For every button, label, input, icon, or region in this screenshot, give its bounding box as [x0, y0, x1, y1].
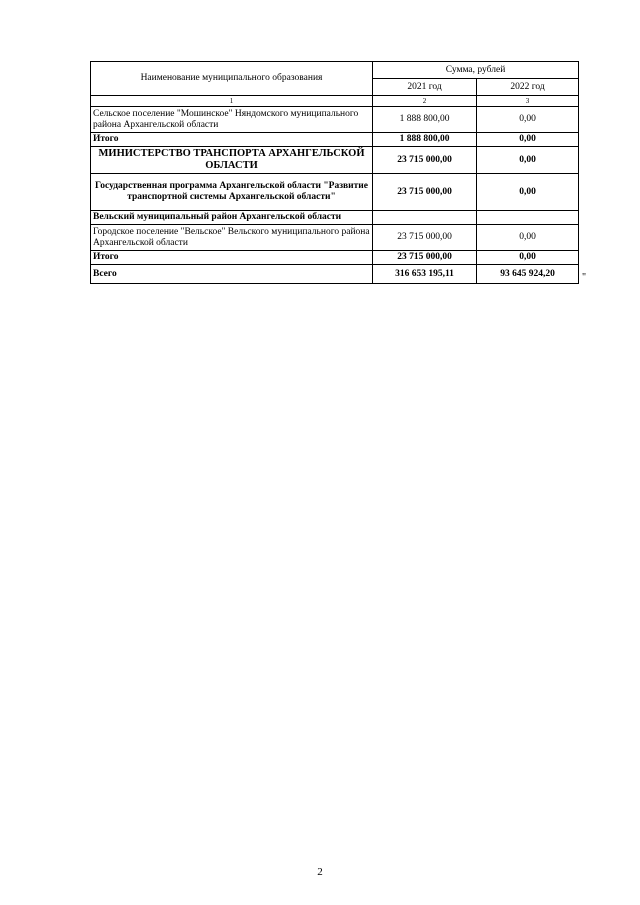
- row-value-2021: 23 715 000,00: [373, 225, 477, 251]
- table-row: [91, 174, 579, 211]
- row-name: Вельский муниципальный район Архангельской области: [91, 211, 373, 225]
- row-value-2022: 0,00: [477, 107, 579, 133]
- row-value-2022: 0,00: [477, 133, 579, 147]
- header-name: Наименование муниципального образования: [91, 62, 373, 96]
- table-row: [91, 225, 579, 251]
- row-value-2022: 0,00: [477, 251, 579, 265]
- table-row: [91, 147, 579, 174]
- row-value-2021: 23 715 000,00: [373, 251, 477, 265]
- index-cell: 2: [373, 96, 477, 107]
- row-name: Итого: [91, 251, 373, 265]
- index-cell: 1: [91, 96, 373, 107]
- row-name: Городское поселение "Вельское" Вельского муниципального района Архангельской области: [91, 225, 373, 251]
- header-year-2021: 2021 год: [373, 79, 477, 96]
- row-name: Итого: [91, 133, 373, 147]
- table-row: [91, 211, 579, 225]
- row-value-2022: 93 645 924,20: [477, 265, 579, 284]
- row-value-2021: 23 715 000,00: [373, 147, 477, 174]
- row-value-2022: [477, 211, 579, 225]
- header-year-2022: 2022 год: [477, 79, 579, 96]
- row-name: МИНИСТЕРСТВО ТРАНСПОРТА АРХАНГЕЛЬСКОЙ ОБЛАСТИ: [91, 147, 373, 174]
- row-value-2021: 316 653 195,11: [373, 265, 477, 284]
- table-row: [91, 133, 579, 147]
- row-value-2021: 1 888 800,00: [373, 107, 477, 133]
- closing-quote: ": [582, 272, 587, 283]
- row-value-2022: 0,00: [477, 147, 579, 174]
- index-cell: 3: [477, 96, 579, 107]
- budget-table: [90, 61, 579, 284]
- row-value-2021: 23 715 000,00: [373, 174, 477, 211]
- header-sum: Сумма, рублей: [373, 62, 579, 79]
- row-value-2021: 1 888 800,00: [373, 133, 477, 147]
- row-name: Сельское поселение "Мошинское" Няндомского муниципального района Архангельской области: [91, 107, 373, 133]
- header-row-1: [91, 62, 579, 79]
- table-row: [91, 251, 579, 265]
- table-row-total: [91, 265, 579, 284]
- row-value-2022: 0,00: [477, 225, 579, 251]
- row-name: Всего: [91, 265, 373, 284]
- table-row: [91, 107, 579, 133]
- page-number: 2: [317, 866, 323, 878]
- row-value-2021: [373, 211, 477, 225]
- index-row: [91, 96, 579, 107]
- row-name: Государственная программа Архангельской области "Развитие транспортной системы Архангельской области": [91, 174, 373, 211]
- row-value-2022: 0,00: [477, 174, 579, 211]
